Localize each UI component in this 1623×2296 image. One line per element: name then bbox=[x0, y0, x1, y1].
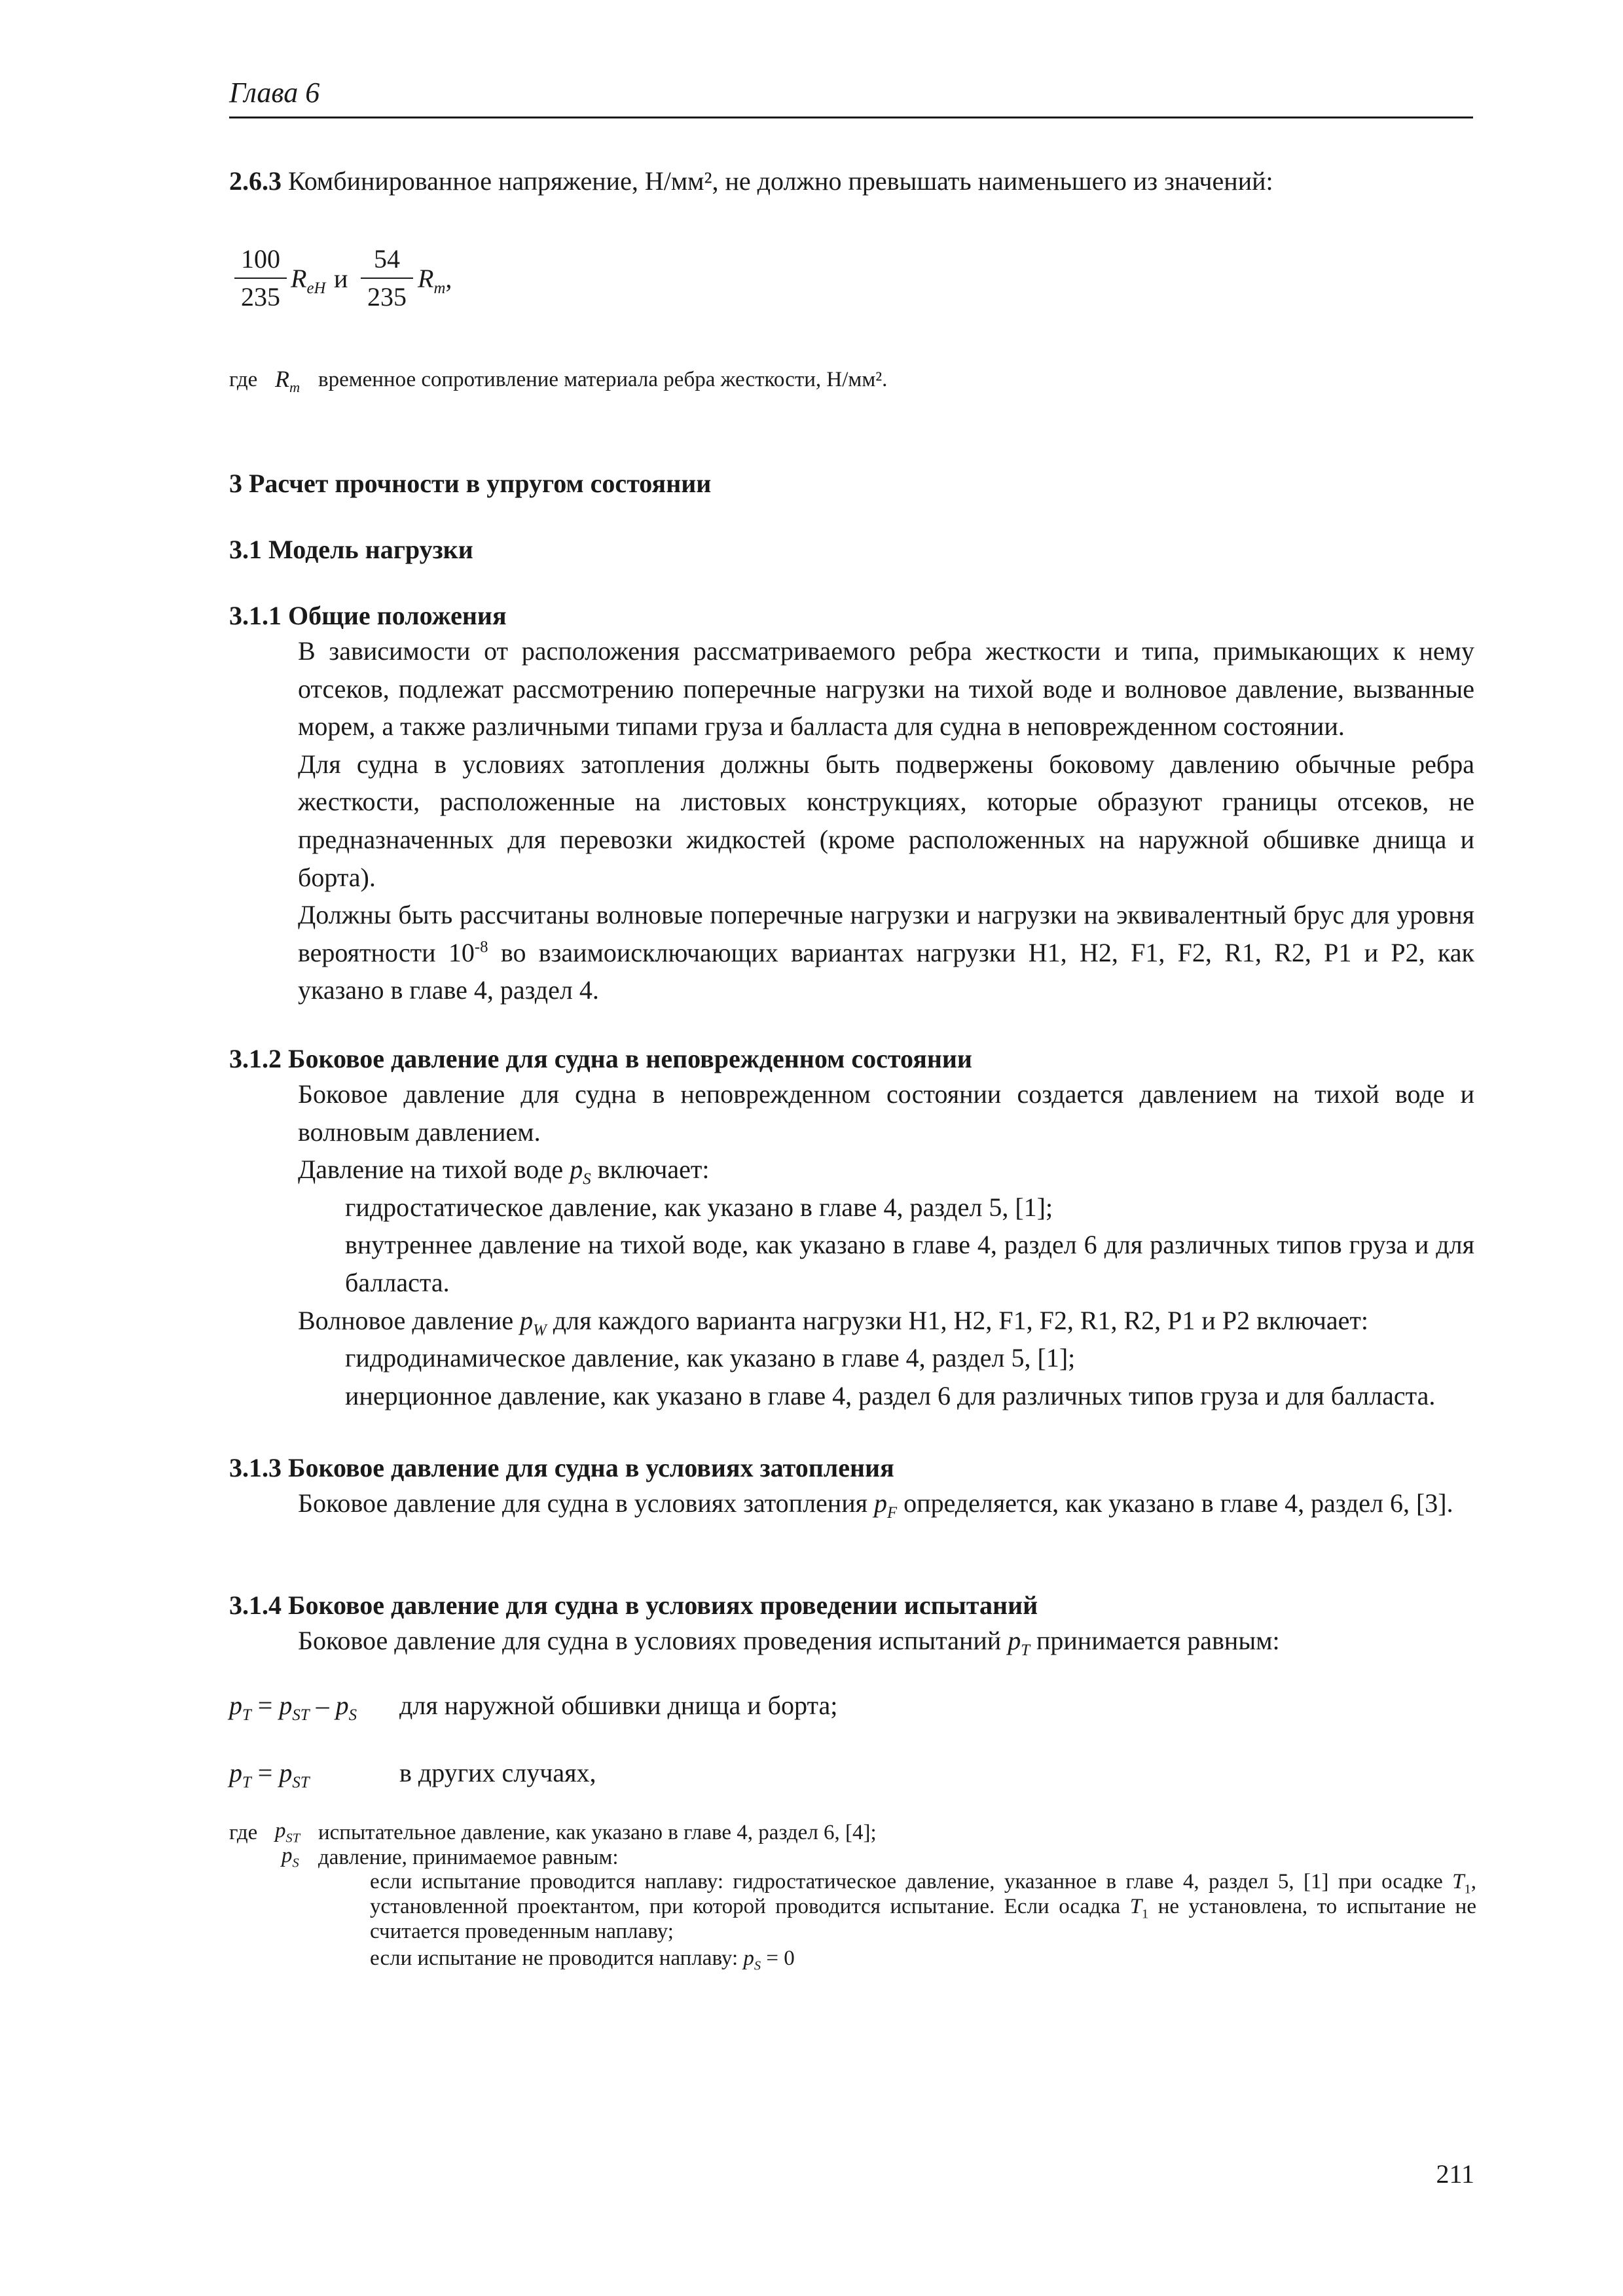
section-3-1-3-body bbox=[298, 1484, 1474, 1522]
symbol-subscript: ST bbox=[285, 1831, 301, 1846]
symbol-letter: p bbox=[335, 1691, 349, 1720]
text-run: во взаимоисключающих вариантах нагрузки H1, H2, F1, F2, R1, R2, P1 и P2, как указано в главе 4, раздел 4. bbox=[298, 937, 1474, 1005]
header-rule bbox=[229, 117, 1473, 118]
symbol-subscript: F bbox=[887, 1504, 898, 1522]
symbol-subscript: T bbox=[242, 1774, 251, 1791]
symbol-subscript: m bbox=[433, 279, 446, 297]
symbol-letter: p bbox=[279, 1758, 293, 1787]
heading-3: 3 Расчет прочности в упругом состоянии bbox=[229, 469, 712, 498]
fraction-1 bbox=[234, 243, 287, 313]
where-label-1: где bbox=[229, 368, 258, 391]
symbol-letter: R bbox=[291, 264, 307, 293]
equation-2 bbox=[229, 1754, 310, 1791]
fraction-2 bbox=[361, 243, 413, 313]
formula-and: и bbox=[334, 264, 348, 293]
text-run: не установлена, то испытание не считается проведенным наплаву; bbox=[370, 1895, 1476, 1943]
equals-sign: = bbox=[251, 1758, 280, 1787]
text-run: Должны быть рассчитаны волновые поперечные нагрузки и нагрузки на эквивалентный брус для уровня вероятности 10 bbox=[298, 900, 1474, 967]
fraction-denominator: 235 bbox=[367, 282, 407, 312]
symbol-subscript: ST bbox=[292, 1706, 310, 1724]
symbol-letter: p bbox=[279, 1691, 293, 1720]
text-run: определяется, как указано в главе 4, раздел 6, [3]. bbox=[897, 1488, 1453, 1518]
text-run: если испытание не проводится наплаву: bbox=[370, 1946, 744, 1970]
paragraph bbox=[298, 1151, 1474, 1189]
where-case-afloat bbox=[370, 1869, 1476, 1944]
where-symbol-pst bbox=[275, 1819, 301, 1846]
paragraph bbox=[298, 896, 1474, 1009]
where-definition-rm: временное сопротивление материала ребра жесткости, Н/мм². bbox=[318, 368, 888, 391]
text-run: для каждого варианта нагрузки H1, H2, F1, F2, R1, R2, P1 и P2 включает: bbox=[546, 1305, 1368, 1335]
list-item: гидродинамическое давление, как указано в главе 4, раздел 5, [1]; bbox=[345, 1343, 1076, 1373]
fraction-numerator: 100 bbox=[241, 244, 280, 274]
equation-1 bbox=[229, 1687, 357, 1724]
symbol-letter: R bbox=[275, 366, 289, 392]
minus-sign: – bbox=[309, 1691, 336, 1720]
symbol-subscript: eH bbox=[306, 279, 326, 297]
where-definition-ps: давление, принимаемое равным: bbox=[318, 1846, 619, 1869]
symbol-subscript: S bbox=[754, 1958, 761, 1973]
symbol-reh bbox=[291, 263, 326, 297]
text-run: включает: bbox=[591, 1155, 710, 1185]
list-item: инерционное давление, как указано в главе 4, раздел 6 для различных типов груза и для балласта. bbox=[345, 1380, 1436, 1410]
paragraph bbox=[298, 1622, 1474, 1660]
heading-3-1-4: 3.1.4 Боковое давление для судна в условиях проведении испытаний bbox=[229, 1590, 1038, 1620]
heading-3-1-1: 3.1.1 Общие положения bbox=[229, 601, 507, 630]
text-run: если испытание проводится наплаву: гидростатическое давление, указанное в главе 4, раздел 5, [1] при осадке bbox=[370, 1870, 1453, 1893]
symbol-subscript: S bbox=[292, 1856, 299, 1871]
paragraph bbox=[298, 1302, 1474, 1340]
fraction-numerator: 54 bbox=[374, 244, 400, 274]
symbol-letter: p bbox=[570, 1155, 583, 1185]
fraction-bar bbox=[234, 278, 287, 279]
equation-2-condition: в других случаях, bbox=[399, 1758, 596, 1787]
where-case-not-afloat bbox=[370, 1945, 795, 1971]
equation-1-condition: для наружной обшивки днища и борта; bbox=[399, 1691, 838, 1720]
symbol-subscript: T bbox=[242, 1706, 251, 1724]
text-run: Давление на тихой воде bbox=[298, 1155, 570, 1185]
symbol-letter: p bbox=[1008, 1626, 1021, 1655]
equals-sign: = bbox=[251, 1691, 280, 1720]
where-symbol-rm bbox=[275, 365, 301, 396]
symbol-subscript: m bbox=[289, 379, 301, 396]
section-number: 2.6.3 bbox=[229, 166, 282, 196]
symbol-subscript: T bbox=[1021, 1641, 1030, 1659]
symbol-letter: p bbox=[874, 1488, 887, 1518]
section-text: Комбинированное напряжение, Н/мм², не должно превышать наименьшего из значений: bbox=[288, 166, 1273, 196]
paragraph: Боковое давление для судна в неповрежденном состоянии создается давлением на тихой воде и волновым давлением. bbox=[298, 1079, 1474, 1147]
symbol-letter: p bbox=[520, 1305, 534, 1335]
section-3-1-2-body bbox=[298, 1075, 1474, 1414]
symbol-subscript: W bbox=[533, 1321, 547, 1339]
symbol-letter: p bbox=[229, 1691, 242, 1720]
symbol-letter: R bbox=[418, 264, 434, 293]
paragraph: Для судна в условиях затопления должны быть подвержены боковому давлению обычные ребра жесткости, расположенные на листовых конструкциях, которые образуют границы отсеков, не предназначенных для перевозки жидкостей (кроме расположенных на наружной обшивке днища и борта). bbox=[298, 749, 1474, 892]
section-3-1-1-body bbox=[298, 632, 1474, 1009]
where-symbol-ps bbox=[282, 1844, 299, 1871]
text-run: , установленной проектантом, при которой проводится испытание. Если осадка bbox=[370, 1870, 1476, 1918]
heading-3-1: 3.1 Модель нагрузки bbox=[229, 535, 473, 564]
fraction-bar bbox=[361, 278, 413, 279]
fraction-denominator: 235 bbox=[241, 282, 280, 312]
symbol-subscript: 1 bbox=[1464, 1882, 1471, 1897]
paragraph bbox=[298, 1484, 1474, 1522]
paragraph: В зависимости от расположения рассматриваемого ребра жесткости и типа, примыкающих к нему отсеков, подлежат рассмотрению поперечные нагрузки на тихой воде и волновое давление, вызванные морем, а также различными типами груза и балласта для судна в неповрежденном состоянии. bbox=[298, 636, 1474, 742]
chapter-header: Глава 6 bbox=[229, 77, 320, 109]
where-definition-pst: испытательное давление, как указано в главе 4, раздел 6, [4]; bbox=[318, 1821, 877, 1844]
text-run: принимается равным: bbox=[1029, 1626, 1280, 1655]
text-run: Волновое давление bbox=[298, 1305, 520, 1335]
section-3-1-4-body bbox=[298, 1622, 1474, 1660]
symbol-letter: p bbox=[229, 1758, 242, 1787]
symbol-letter: T bbox=[1452, 1870, 1465, 1893]
text-run: = 0 bbox=[761, 1946, 795, 1970]
section-2-6-3 bbox=[229, 162, 1473, 200]
symbol-letter: p bbox=[282, 1844, 293, 1867]
list-item: внутреннее давление на тихой воде, как указано в главе 4, раздел 6 для различных типов груза и для балласта. bbox=[345, 1230, 1474, 1297]
symbol-subscript: ST bbox=[292, 1774, 310, 1791]
symbol-letter: T bbox=[1129, 1895, 1142, 1918]
formula-comma: , bbox=[445, 264, 452, 293]
superscript: -8 bbox=[474, 938, 488, 956]
symbol-letter: p bbox=[743, 1946, 754, 1970]
page-number: 211 bbox=[1436, 2159, 1474, 2189]
symbol-subscript: S bbox=[348, 1706, 357, 1724]
symbol-subscript: S bbox=[583, 1170, 591, 1189]
list-item: гидростатическое давление, как указано в главе 4, раздел 5, [1]; bbox=[345, 1192, 1053, 1222]
where-label-2: где bbox=[229, 1821, 258, 1844]
heading-3-1-2: 3.1.2 Боковое давление для судна в неповрежденном состоянии bbox=[229, 1044, 972, 1073]
text-run: Боковое давление для судна в условиях затопления bbox=[298, 1488, 874, 1518]
symbol-rm bbox=[418, 263, 452, 297]
symbol-letter: p bbox=[275, 1819, 286, 1842]
heading-3-1-3: 3.1.3 Боковое давление для судна в условиях затопления bbox=[229, 1453, 894, 1482]
symbol-subscript: 1 bbox=[1142, 1907, 1149, 1922]
text-run: Боковое давление для судна в условиях проведения испытаний bbox=[298, 1626, 1008, 1655]
